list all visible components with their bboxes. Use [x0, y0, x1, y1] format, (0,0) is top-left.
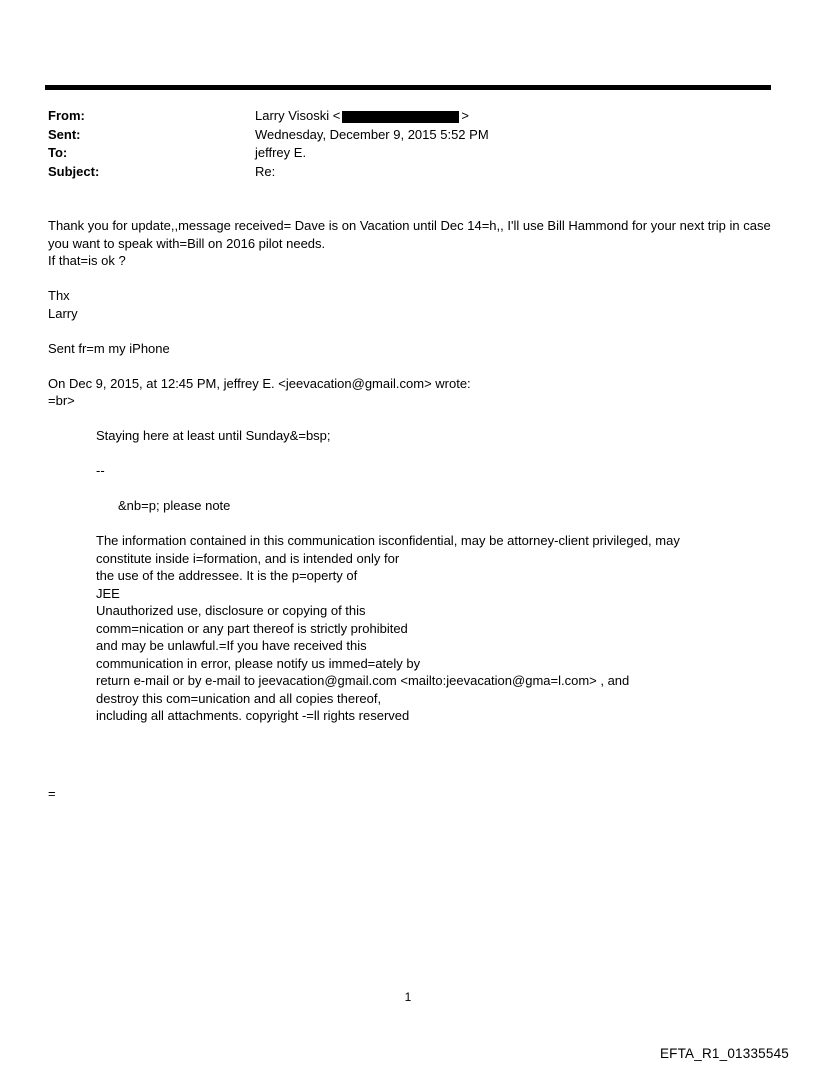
disclaimer-line: communication in error, please notify us immed=ately by [96, 655, 421, 671]
to-value: jeffrey E. [255, 145, 307, 160]
sent-from-iphone-line: Sent fr=m my iPhone [48, 340, 170, 356]
header-row-subject [48, 163, 772, 182]
from-value [255, 107, 469, 126]
disclaimer-line: Unauthorized use, disclosure or copying of this [96, 603, 366, 618]
email-header [48, 107, 772, 181]
header-row-to [48, 144, 772, 163]
disclaimer-line: and may be unlawful.=If you have received this [96, 638, 367, 653]
equals-artifact-line: = [48, 785, 56, 801]
paragraph-1: Thank you for update,,message received= Dave is on Vacation until Dec 14=h,, I'll use Bill Hammond for your next trip in case you want to speak with=Bill on 2016 pilot needs. [48, 218, 771, 251]
redaction-bar [342, 111, 459, 123]
from-value-suffix: > [461, 108, 469, 123]
subject-value: Re: [255, 163, 276, 179]
disclaimer-block [48, 532, 772, 725]
disclaimer-line: The information contained in this communication isconfidential, may be attorney-client privileged, may [96, 533, 680, 548]
quote-please-note-line: &nb=p; please note [118, 498, 231, 513]
br-artifact-line: =br> [48, 393, 75, 408]
disclaimer-line: constitute inside i=formation, and is intended only for [96, 550, 400, 566]
quote-intro-line: On Dec 9, 2015, at 12:45 PM, jeffrey E. <jeevacation@gmail.com> wrote: [48, 375, 471, 391]
signoff-larry: Larry [48, 305, 78, 321]
from-label: From: [48, 108, 85, 123]
page-number: 1 [404, 990, 412, 1004]
disclaimer-line: return e-mail or by e-mail to jeevacation@gmail.com <mailto:jeevacation@gma=l.com> , and [96, 673, 630, 688]
header-row-sent [48, 126, 772, 145]
signoff-thx: Thx [48, 288, 70, 303]
subject-label: Subject: [48, 163, 100, 179]
from-value-prefix: Larry Visoski < [255, 108, 341, 123]
to-label: To: [48, 145, 68, 160]
header-top-rule [45, 85, 771, 90]
sent-value: Wednesday, December 9, 2015 5:52 PM [255, 126, 489, 142]
paragraph-2: If that=is ok ? [48, 253, 126, 268]
disclaimer-line: the use of the addressee. It is the p=operty of [96, 568, 358, 583]
disclaimer-line: destroy this com=unication and all copies thereof, [96, 690, 382, 706]
quote-signature-dashes: -- [96, 463, 105, 478]
bates-number: EFTA_R1_01335545 [659, 1046, 789, 1061]
disclaimer-line: JEE [96, 585, 120, 601]
email-body [48, 217, 772, 802]
header-row-from [48, 107, 772, 126]
sent-label: Sent: [48, 126, 81, 142]
quote-staying-line: Staying here at least until Sunday&=bsp; [96, 428, 331, 443]
disclaimer-line: comm=nication or any part thereof is strictly prohibited [96, 620, 408, 636]
disclaimer-line: including all attachments. copyright -=ll rights reserved [96, 708, 410, 723]
